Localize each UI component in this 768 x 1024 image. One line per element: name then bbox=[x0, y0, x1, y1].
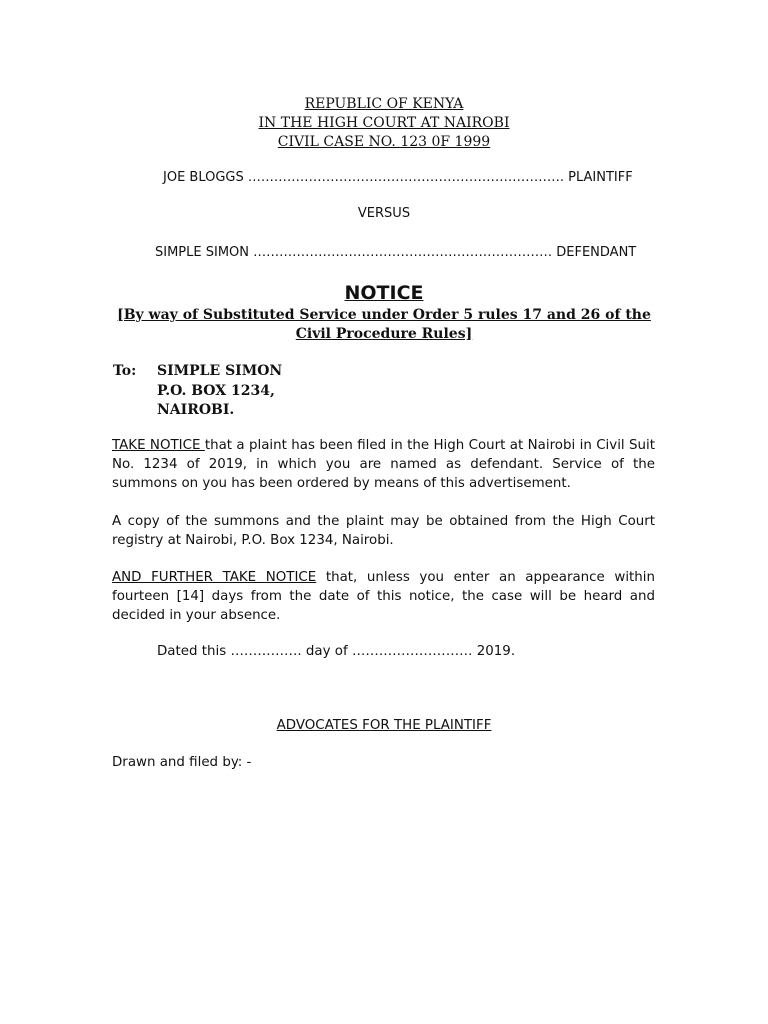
paragraph-take-notice bbox=[112, 436, 655, 493]
recipient-label: To: bbox=[113, 363, 137, 379]
further-notice-lead: AND FURTHER TAKE NOTICE bbox=[112, 570, 317, 585]
dated-line: Dated this ……………. day of ……………………… 2019. bbox=[157, 644, 516, 659]
plaintiff-line: JOE BLOGGS ………………………………………………………………. PLAINTIFF bbox=[163, 170, 633, 185]
notice-subtitle-line1: [By way of Substituted Service under Order 5 rules 17 and 26 of the bbox=[117, 307, 651, 323]
defendant-line: SIMPLE SIMON …………………………………………………………… DEFENDANT bbox=[155, 245, 637, 260]
drawn-filed-line: Drawn and filed by: - bbox=[112, 755, 252, 770]
paragraph-copy-of-summons: A copy of the summons and the plaint may be obtained from the High Court registry at Nairobi, P.O. Box 1234, Nairobi. bbox=[112, 514, 655, 548]
header-case-number: CIVIL CASE NO. 123 0F 1999 bbox=[277, 134, 491, 150]
advocates-label bbox=[0, 718, 768, 733]
header-republic: REPUBLIC OF KENYA bbox=[304, 96, 464, 112]
notice-title: NOTICE bbox=[344, 282, 424, 304]
recipient-address bbox=[157, 362, 282, 421]
notice-subtitle-line2: Civil Procedure Rules] bbox=[295, 326, 473, 342]
recipient-name: SIMPLE SIMON bbox=[157, 363, 283, 379]
recipient-city: NAIROBI. bbox=[157, 402, 235, 418]
header-court: IN THE HIGH COURT AT NAIROBI bbox=[258, 115, 510, 131]
paragraph-further-notice bbox=[112, 568, 655, 625]
court-header bbox=[0, 95, 768, 152]
recipient-box: P.O. BOX 1234, bbox=[157, 382, 275, 399]
notice-subtitle bbox=[0, 306, 768, 344]
further-notice-text: that, unless you enter an appearance within fourteen [14] days from the date of this notice, the case will be heard and decided in your absence. bbox=[112, 570, 655, 623]
advocates-text: ADVOCATES FOR THE PLAINTIFF bbox=[276, 718, 492, 733]
take-notice-text: that a plaint has been filed in the High Court at Nairobi in Civil Suit No. 1234 of 2019, in which you are named as defendant. Service of the summons on you has been ordered by means of this advertisement. bbox=[112, 438, 655, 491]
versus-label: VERSUS bbox=[357, 206, 411, 221]
take-notice-lead: TAKE NOTICE bbox=[112, 438, 205, 453]
